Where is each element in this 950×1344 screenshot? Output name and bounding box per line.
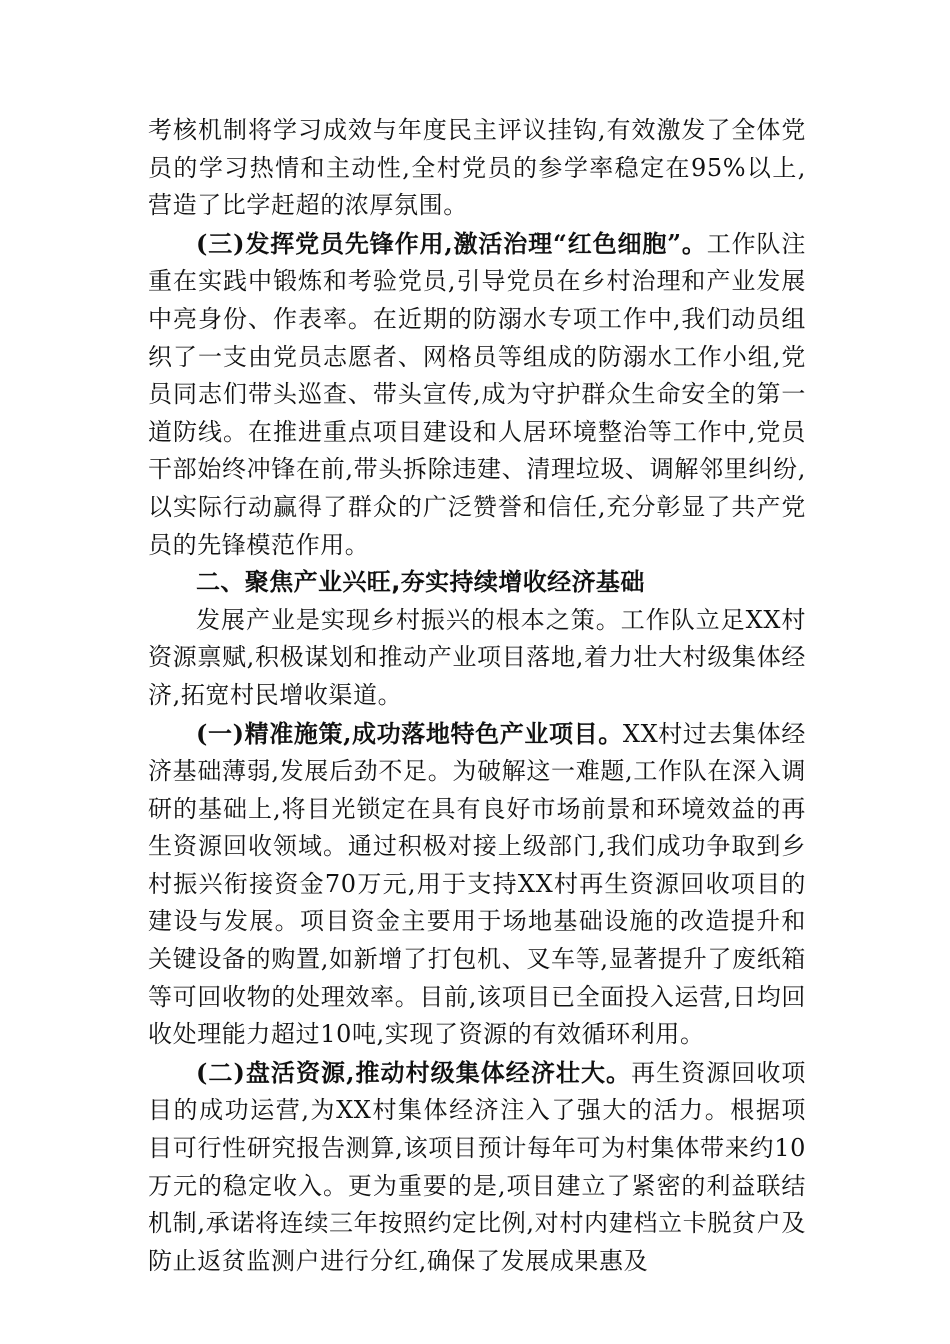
subsection-paragraph-2 bbox=[148, 1054, 806, 1281]
subsection-paragraph-3 bbox=[148, 225, 806, 564]
paragraph-text: 发展产业是实现乡村振兴的根本之策。工作队立足XX村资源禀赋,积极谋划和推动产业项目落地,着力壮大村级集体经济,拓宽村民增收渠道。 bbox=[148, 605, 806, 709]
paragraph-text: 再生资源回收项目的成功运营,为XX村集体经济注入了强大的活力。根据项目可行性研究报告测算,该项目预计每年可为村集体带来约10万元的稳定收入。更为重要的是,项目建立了紧密的利益联结机制,承诺将连续三年按照约定比例,对村内建档立卡脱贫户及防止返贫监测户进行分红,确保了发展成果惠及 bbox=[148, 1058, 806, 1275]
subsection-lead-1: (一)精准施策,成功落地特色产业项目。 bbox=[196, 718, 623, 748]
paragraph-text: 考核机制将学习成效与年度民主评议挂钩,有效激发了全体党员的学习热情和主动性,全村党员的参学率稳定在95%以上,营造了比学赶超的浓厚氛围。 bbox=[148, 116, 806, 220]
subsection-paragraph-1 bbox=[148, 715, 806, 1054]
section-heading-2: 二、聚焦产业兴旺,夯实持续增收经济基础 bbox=[196, 568, 645, 597]
document-page bbox=[148, 112, 806, 1280]
paragraph-text: 工作队注重在实践中锻炼和考验党员,引导党员在乡村治理和产业发展中亮身份、作表率。在近期的防溺水专项工作中,我们动员组织了一支由党员志愿者、网格员等组成的防溺水工作小组,党员同志们带头巡查、带头宣传,成为守护群众生命安全的第一道防线。在推进重点项目建设和人居环境整治等工作中,党员干部始终冲锋在前,带头拆除违建、清理垃圾、调解邻里纠纷,以实际行动赢得了群众的广泛赞誉和信任,充分彰显了共产党员的先锋模范作用。 bbox=[148, 229, 806, 559]
continuation-paragraph bbox=[148, 112, 806, 225]
paragraph-text: XX村过去集体经济基础薄弱,发展后劲不足。为破解这一难题,工作队在深入调研的基础上,将目光锁定在具有良好市场前景和环境效益的再生资源回收领域。通过积极对接上级部门,我们成功争取到乡村振兴衔接资金70万元,用于支持XX村再生资源回收项目的建设与发展。项目资金主要用于场地基础设施的改造提升和关键设备的购置,如新增了打包机、叉车等,显著提升了废纸箱等可回收物的处理效率。目前,该项目已全面投入运营,日均回收处理能力超过10吨,实现了资源的有效循环利用。 bbox=[148, 719, 806, 1049]
subsection-lead-3: (三)发挥党员先锋作用,激活治理“红色细胞”。 bbox=[196, 228, 707, 258]
subsection-lead-2: (二)盘活资源,推动村级集体经济壮大。 bbox=[196, 1057, 632, 1087]
body-paragraph bbox=[148, 602, 806, 715]
